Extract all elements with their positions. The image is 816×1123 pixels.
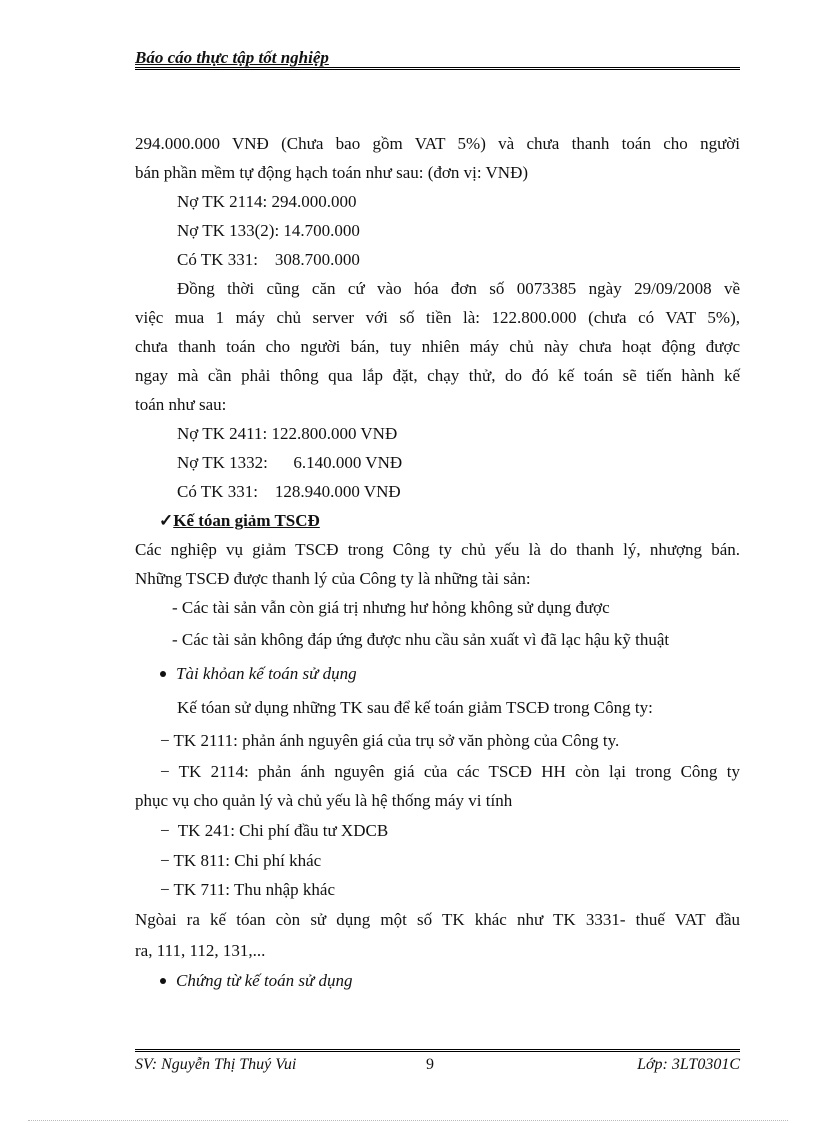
footer-student: SV: Nguyễn Thị Thuý Vui [135, 1056, 297, 1073]
list-item: − TK 2111: phản ánh nguyên giá của trụ sở văn phòng của Công ty. [160, 731, 620, 750]
bullet-icon [160, 671, 166, 677]
paragraph-line: Những TSCĐ được thanh lý của Công ty là những tài sản: [135, 569, 531, 588]
paragraph-line: Ngòai ra kế tóan còn sử dụng một số TK khác như TK 3331- thuế VAT đầu [135, 910, 740, 929]
list-item: - Các tài sản không đáp ứng được nhu cầu sản xuất vì đã lạc hậu kỹ thuật [172, 630, 670, 649]
journal-entry: Nợ TK 133(2): 14.700.000 [177, 221, 360, 240]
page-footer [135, 1056, 740, 1078]
section-heading [159, 510, 320, 532]
header-rule-2 [135, 69, 740, 70]
paragraph-line: Kế tóan sử dụng những TK sau để kế toán giảm TSCĐ trong Công ty: [177, 698, 653, 717]
page-edge [28, 1120, 788, 1121]
list-item: − TK 241: Chi phí đầu tư XDCB [160, 821, 389, 840]
bullet-heading [160, 970, 353, 992]
footer-rule-2 [135, 1051, 740, 1052]
journal-entry: Nợ TK 2411: 122.800.000 VNĐ [177, 424, 398, 443]
bullet-heading-label: Chứng từ kế toán sử dụng [176, 971, 353, 990]
bullet-heading-label: Tài khỏan kế toán sử dụng [176, 664, 357, 683]
header-title: Báo cáo thực tập tốt nghiệp [135, 48, 329, 67]
paragraph-line: chưa thanh toán cho người bán, tuy nhiên máy chủ này chưa hoạt động được [135, 337, 740, 356]
list-item: − TK 811: Chi phí khác [160, 851, 322, 870]
journal-entry: Nợ TK 2114: 294.000.000 [177, 192, 357, 211]
paragraph-line: Các nghiệp vụ giảm TSCĐ trong Công ty chủ yếu là do thanh lý, nhượng bán. [135, 540, 740, 559]
list-item: − TK 711: Thu nhập khác [160, 880, 335, 899]
journal-entry: Nợ TK 1332: 6.140.000 VNĐ [177, 453, 403, 472]
paragraph-line: việc mua 1 máy chủ server với số tiền là: 122.800.000 (chưa có VAT 5%), [135, 308, 740, 327]
paragraph-line: ra, 111, 112, 131,... [135, 941, 266, 960]
paragraph-line: Đồng thời cũng căn cứ vào hóa đơn số 0073385 ngày 29/09/2008 về [177, 279, 740, 298]
checkmark-icon: ✓ [159, 511, 174, 530]
paragraph-line: toán như sau: [135, 395, 227, 414]
paragraph-line: bán phần mềm tự động hạch toán như sau: (đơn vị: VNĐ) [135, 163, 529, 182]
footer-class: Lớp: 3LT0301C [637, 1056, 740, 1073]
bullet-icon [160, 978, 166, 984]
footer-rule [135, 1049, 740, 1050]
journal-entry: Có TK 331: 308.700.000 [177, 250, 360, 269]
paragraph-line: ngay mà cần phải thông qua lắp đặt, chạy thử, do đó kế toán sẽ tiến hành kế [135, 366, 740, 385]
section-heading-label: Kế tóan giảm TSCĐ [173, 511, 320, 530]
paragraph-line: 294.000.000 VNĐ (Chưa bao gồm VAT 5%) và chưa thanh toán cho người [135, 134, 740, 153]
list-item: − TK 2114: phản ánh nguyên giá của các TSCĐ HH còn lại trong Công ty [160, 762, 740, 781]
list-item: - Các tài sản vẫn còn giá trị nhưng hư hỏng không sử dụng được [172, 598, 610, 617]
journal-entry: Có TK 331: 128.940.000 VNĐ [177, 482, 401, 501]
page-header [135, 48, 740, 68]
paragraph-line: phục vụ cho quản lý và chủ yếu là hệ thống máy vi tính [135, 791, 513, 810]
page-number: 9 [426, 1056, 434, 1073]
header-rule [135, 67, 740, 68]
bullet-heading [160, 663, 357, 685]
